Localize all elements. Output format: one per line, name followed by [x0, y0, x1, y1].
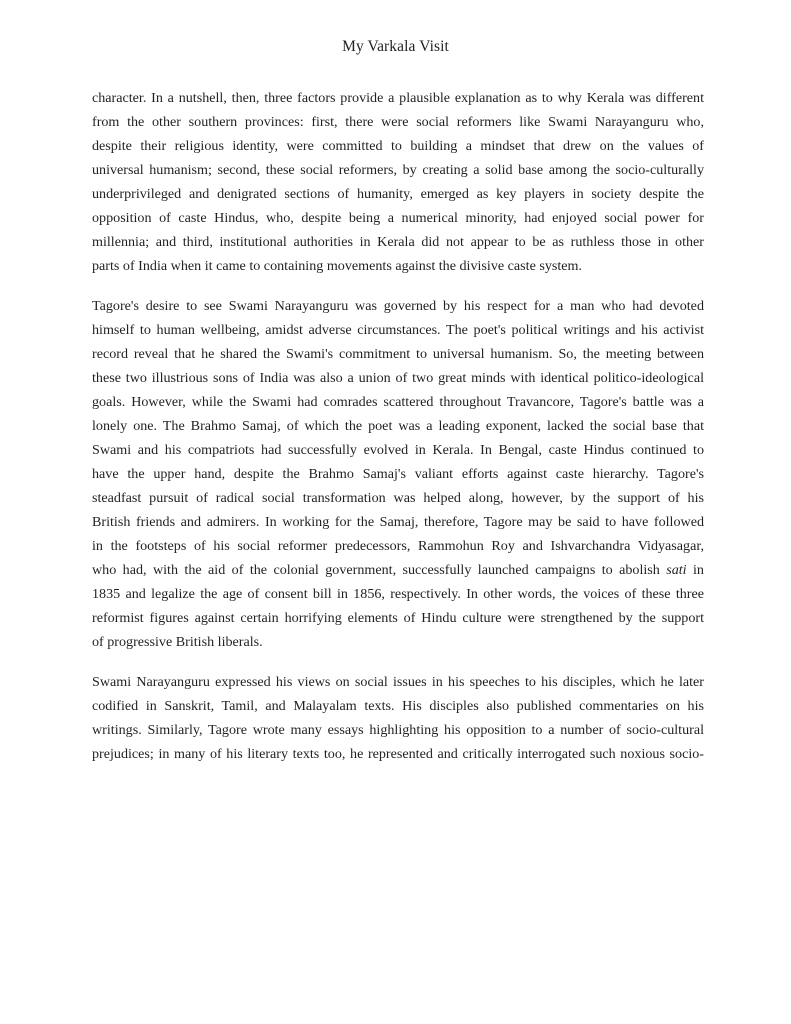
paragraph-2 — [92, 294, 704, 654]
text-line-with-italic — [92, 558, 704, 582]
text-line: Tagore's desire to see Swami Narayanguru was governed by his respect for a man who had devoted — [92, 298, 704, 314]
text-line: of progressive British liberals. — [92, 634, 263, 650]
text-line: from the other southern provinces: first, there were social reformers like Swami Narayanguru who, — [92, 114, 704, 130]
text-line: prejudices; in many of his literary texts too, he represented and critically interrogated such noxious socio- — [92, 746, 704, 762]
text-line: goals. However, while the Swami had comrades scattered throughout Travancore, Tagore's battle was a — [92, 394, 704, 410]
text-line: 1835 and legalize the age of consent bill in 1856, respectively. In other words, the voices of these three — [92, 586, 704, 602]
paragraph-3 — [92, 670, 704, 766]
text-line: lonely one. The Brahmo Samaj, of which the poet was a leading exponent, lacked the social base that — [92, 418, 704, 434]
text-line: these two illustrious sons of India was also a union of two great minds with identical politico-ideological — [92, 370, 704, 386]
italic-term: sati — [666, 562, 687, 578]
text-line: universal humanism; second, these social reformers, by creating a solid base among the socio-culturally — [92, 162, 704, 178]
text-line: record reveal that he shared the Swami's commitment to universal humanism. So, the meeting between — [92, 346, 704, 362]
text-line: reformist figures against certain horrifying elements of Hindu culture were strengthened by the support — [92, 610, 704, 626]
body-text — [92, 86, 704, 782]
text-line: opposition of caste Hindus, who, despite being a numerical minority, had enjoyed social power for — [92, 210, 704, 226]
text-line: codified in Sanskrit, Tamil, and Malayalam texts. His disciples also published commentaries on his — [92, 698, 704, 714]
paragraph-1 — [92, 86, 704, 278]
text-line: millennia; and third, institutional authorities in Kerala did not appear to be as ruthless those in other — [92, 234, 704, 250]
text-line: Swami Narayanguru expressed his views on social issues in his speeches to his disciples, which he later — [92, 674, 704, 690]
text-line: despite their religious identity, were committed to building a mindset that drew on the values of — [92, 138, 704, 154]
text-line: British friends and admirers. In working for the Samaj, therefore, Tagore may be said to have followed — [92, 514, 704, 530]
text-fragment: who had, with the aid of the colonial government, successfully launched campaigns to abolish — [92, 562, 667, 578]
text-line: steadfast pursuit of radical social transformation was helped along, however, by the support of his — [92, 490, 704, 506]
text-line: Swami and his compatriots had successfully evolved in Kerala. In Bengal, caste Hindus continued to — [92, 442, 704, 458]
text-line: writings. Similarly, Tagore wrote many essays highlighting his opposition to a number of socio-cultural — [92, 722, 704, 738]
text-fragment: in — [686, 562, 704, 578]
text-line: himself to human wellbeing, amidst adverse circumstances. The poet's political writings and his activist — [92, 322, 704, 338]
text-line: underprivileged and denigrated sections of humanity, emerged as key players in society despite the — [92, 186, 704, 202]
text-line: have the upper hand, despite the Brahmo Samaj's valiant efforts against caste hierarchy. Tagore's — [92, 466, 704, 482]
text-line: parts of India when it came to containing movements against the divisive caste system. — [92, 258, 583, 274]
text-line: character. In a nutshell, then, three factors provide a plausible explanation as to why Kerala was different — [92, 90, 704, 106]
text-line: in the footsteps of his social reformer predecessors, Rammohun Roy and Ishvarchandra Vidyasagar, — [92, 538, 704, 554]
running-header: My Varkala Visit — [342, 38, 449, 55]
